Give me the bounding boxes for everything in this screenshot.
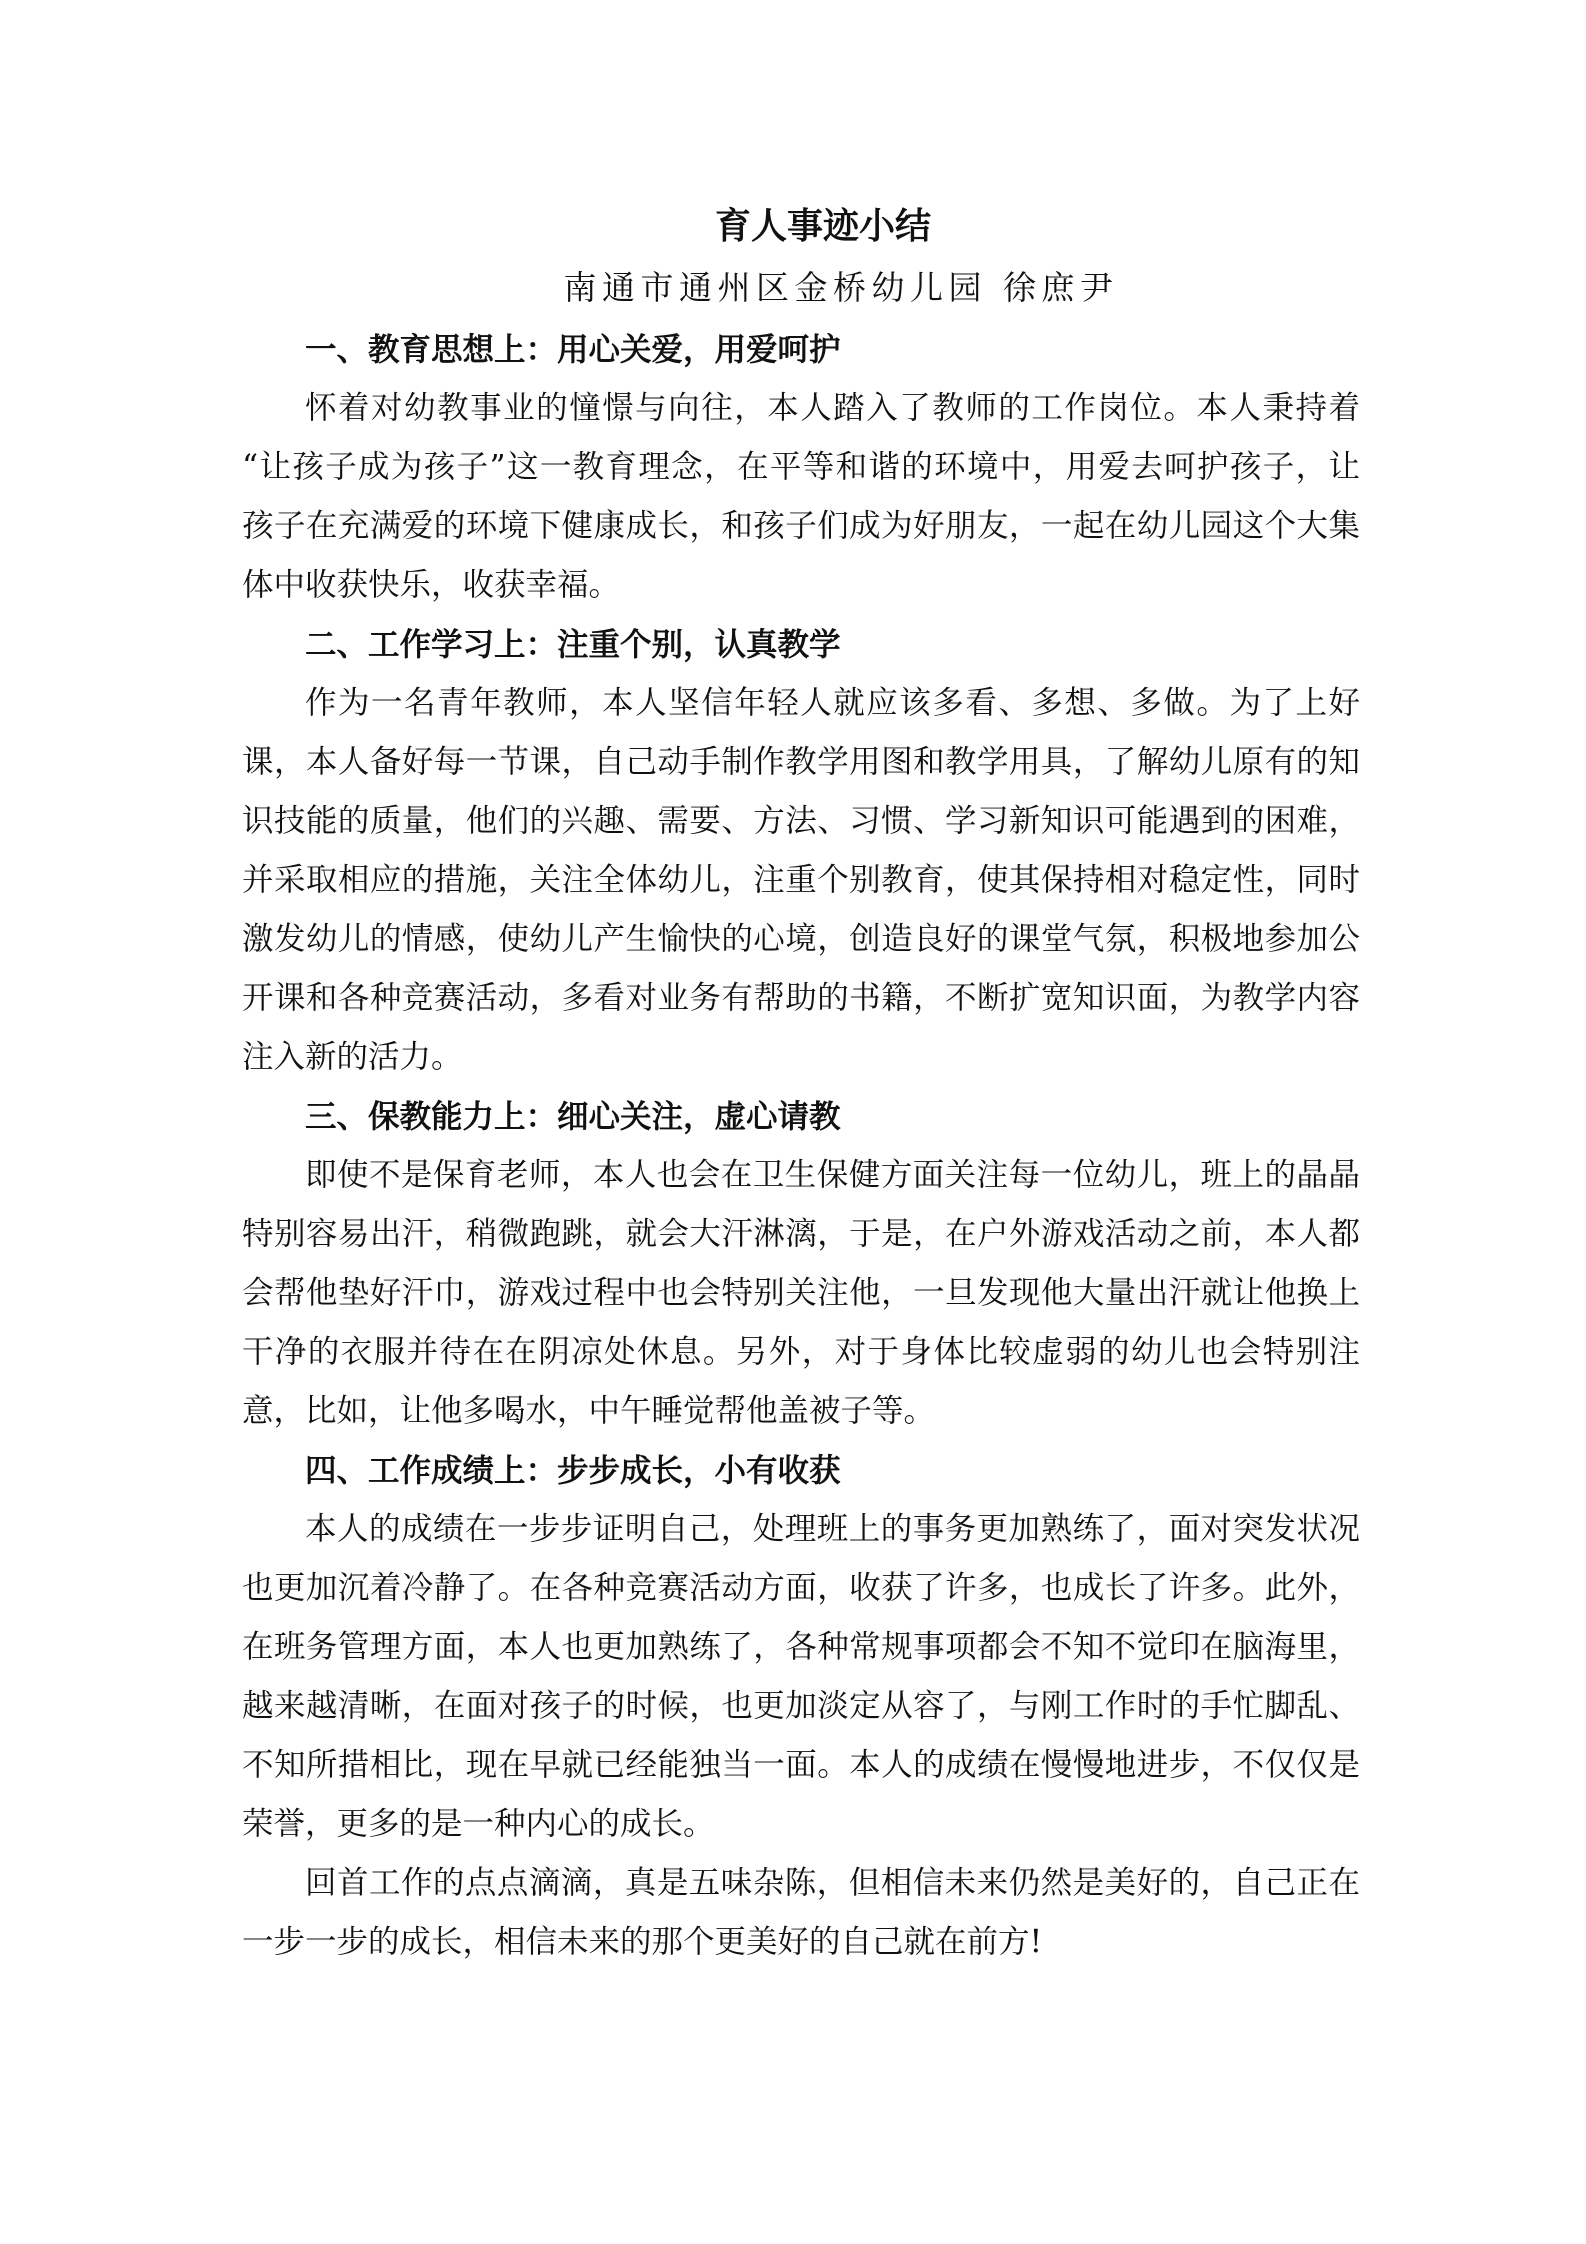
body-line: 开课和各种竞赛活动，多看对业务有帮助的书籍，不断扩宽知识面，为教学内容 — [242, 980, 1360, 1016]
section-heading: 一、教育思想上：用心关爱，用爱呵护 — [305, 331, 841, 368]
body-line: 孩子在充满爱的环境下健康成长，和孩子们成为好朋友，一起在幼儿园这个大集 — [242, 508, 1360, 544]
paragraph — [242, 379, 1360, 615]
section-work-results — [242, 1441, 1360, 1972]
section-care-ability — [242, 1087, 1360, 1441]
body-line: 一步一步的成长，相信未来的那个更美好的自己就在前方! — [242, 1924, 1043, 1960]
body-line: 体中收获快乐，收获幸福。 — [242, 567, 621, 603]
section-heading: 四、工作成绩上：步步成长，小有收获 — [305, 1452, 841, 1489]
body-line: 也更加沉着冷静了。在各种竞赛活动方面，收获了许多，也成长了许多。此外， — [242, 1570, 1360, 1606]
body-line: 注入新的活力。 — [242, 1039, 463, 1075]
body-line: 干净的衣服并待在在阴凉处休息。另外，对于身体比较虚弱的幼儿也会特别注 — [242, 1334, 1360, 1370]
document-body — [242, 320, 1360, 1972]
paragraph — [242, 674, 1360, 1087]
body-line: 本人的成绩在一步步证明自己，处理班上的事务更加熟练了，面对突发状况 — [305, 1511, 1360, 1547]
section-heading: 二、工作学习上：注重个别，认真教学 — [305, 626, 841, 663]
body-line: 特别容易出汗，稍微跑跳，就会大汗淋漓，于是，在户外游戏活动之前，本人都 — [242, 1216, 1360, 1252]
body-line: 并采取相应的措施，关注全体幼儿，注重个别教育，使其保持相对稳定性，同时 — [242, 862, 1360, 898]
document-subtitle: 南通市通州区金桥幼儿园 徐庶尹 — [563, 268, 1119, 307]
body-line: 即使不是保育老师，本人也会在卫生保健方面关注每一位幼儿，班上的晶晶 — [305, 1157, 1360, 1193]
section-heading: 三、保教能力上：细心关注，虚心请教 — [305, 1098, 841, 1135]
body-line: 课，本人备好每一节课，自己动手制作教学用图和教学用具，了解幼儿原有的知 — [242, 744, 1360, 780]
paragraph — [242, 1146, 1360, 1441]
body-line: 荣誉，更多的是一种内心的成长。 — [242, 1806, 715, 1842]
closing-paragraph — [242, 1854, 1360, 1972]
body-line: 越来越清晰，在面对孩子的时候，也更加淡定从容了，与刚工作时的手忙脚乱、 — [242, 1688, 1360, 1724]
body-line: 在班务管理方面，本人也更加熟练了，各种常规事项都会不知不觉印在脑海里， — [242, 1629, 1360, 1665]
body-line: 激发幼儿的情感，使幼儿产生愉快的心境，创造良好的课堂气氛，积极地参加公 — [242, 921, 1360, 957]
body-line: “让孩子成为孩子”这一教育理念，在平等和谐的环境中，用爱去呵护孩子，让 — [242, 449, 1360, 485]
document-title: 育人事迹小结 — [714, 205, 931, 247]
section-work-study — [242, 615, 1360, 1087]
body-line: 怀着对幼教事业的憧憬与向往，本人踏入了教师的工作岗位。本人秉持着 — [305, 390, 1360, 426]
body-line: 识技能的质量，他们的兴趣、需要、方法、习惯、学习新知识可能遇到的困难， — [242, 803, 1360, 839]
body-line: 不知所措相比，现在早就已经能独当一面。本人的成绩在慢慢地进步，不仅仅是 — [242, 1747, 1360, 1783]
body-line: 回首工作的点点滴滴，真是五味杂陈，但相信未来仍然是美好的，自己正在 — [305, 1865, 1360, 1901]
body-line: 意，比如，让他多喝水，中午睡觉帮他盖被子等。 — [242, 1393, 936, 1429]
paragraph — [242, 1500, 1360, 1854]
section-education-thought — [242, 320, 1360, 615]
body-line: 作为一名青年教师，本人坚信年轻人就应该多看、多想、多做。为了上好 — [305, 685, 1360, 721]
body-line: 会帮他垫好汗巾，游戏过程中也会特别关注他，一旦发现他大量出汗就让他换上 — [242, 1275, 1360, 1311]
